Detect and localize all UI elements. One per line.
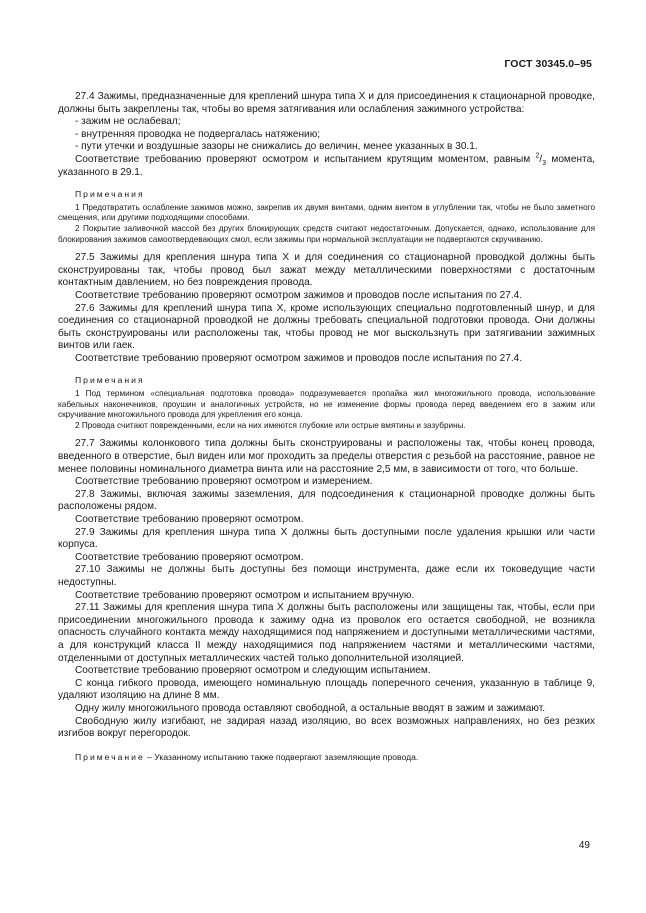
final-note	[58, 751, 595, 764]
clause-27-10-compliance: Соответствие требованию проверяют осмотром и испытанием вручную.	[75, 589, 415, 601]
clause-27-11-test-step: Свободную жилу изгибают, не задирая назад изоляцию, во всех возможных направлениях, но без резких изгибов вокруг перегородок.	[58, 715, 595, 740]
compliance-text: Соответствие требованию проверяют осмотром и испытанием крутящим моментом, равным	[75, 153, 536, 165]
clause-27-11-test-step: Одну жилу многожильного провода оставляют свободной, а остальные вводят в зажим и зажимают.	[75, 702, 546, 714]
clause-27-5-compliance: Соответствие требованию проверяют осмотром зажимов и проводов после испытания по 27.4.	[75, 289, 523, 301]
document-standard-header: ГОСТ 30345.0–95	[504, 58, 592, 70]
list-item: - пути утечки и воздушные зазоры не снижались до величин, менее указанных в 30.1.	[75, 141, 478, 153]
notes-heading: Примечания	[75, 375, 145, 386]
fraction-denominator: 3	[542, 159, 547, 167]
page-number: 49	[578, 840, 590, 851]
list-item: - зажим не ослабевал;	[75, 116, 181, 128]
fraction-separator: /	[539, 153, 543, 165]
clause-27-5: 27.5 Зажимы для крепления шнура типа Х и для соединения со стационарной проводкой должны быть сконструированы так, чтобы провод был зажат между металлическими поверхностями с достаточным контактным давлением, но без повреждения провода.	[58, 252, 595, 289]
clause-27-7-compliance: Соответствие требованию проверяют осмотром и измерением.	[75, 476, 373, 488]
clause-27-10: 27.10 Зажимы не должны быть доступны без помощи инструмента, даже если их токоведущие части недоступны.	[58, 564, 595, 588]
clause-27-11-test-step: С конца гибкого провода, имеющего номинальную площадь поперечного сечения, указанную в таблице 9, удаляют изоляцию на длине 8 мм.	[58, 677, 595, 702]
clause-27-4-intro: 27.4 Зажимы, предназначенные для креплений шнура типа Х и для присоединения к стационарной проводке, должны быть закреплены так, чтобы во время затягивания или ослабления зажимного устройства:	[58, 91, 595, 115]
clause-27-9: 27.9 Зажимы для крепления шнура типа Х должны быть доступными после удаления крышки или части корпуса.	[58, 526, 595, 551]
clause-27-6-compliance: Соответствие требованию проверяют осмотром зажимов и проводов после испытания по 27.4.	[75, 352, 523, 364]
clause-27-4-compliance	[58, 154, 595, 179]
fraction-numerator: 2	[535, 152, 540, 160]
clause-27-8-compliance: Соответствие требованию проверяют осмотром.	[75, 514, 304, 525]
clause-27-7: 27.7 Зажимы колонкового типа должны быть сконструированы и расположены так, чтобы конец провода, введенного в отверстие, был виден или мог проходить за пределы отверстия с резьбой на расстояние, равное не менее половины номинального диаметра винта или на расстояние 2,5 мм, в зависимости от того, что больше.	[58, 438, 595, 475]
clause-27-8: 27.8 Зажимы, включая зажимы заземления, для подсоединения к стационарной проводке должны быть расположены рядом.	[58, 488, 595, 513]
list-item: - внутренняя проводка не подвергалась натяжению;	[75, 128, 321, 140]
final-note-label: Примечание	[75, 751, 145, 762]
note-item: 1 Под термином «специальная подготовка провода» подразумевается пропайка жил многожильного провода, использование кабельных наконечников, проушин и аналогичных устройств, но не изменение формы провода перед введением его в зажим или скручивание многожильного провода для укрепления его конца.	[58, 389, 595, 420]
clause-27-11: 27.11 Зажимы для крепления шнура типа Х должны быть расположены или защищены так, чтобы, если при присоединении многожильного провода к зажиму одна из проволок его остается свободной, не возникла опасность случайного контакта между находящимися под напряжением и доступными металлическими частями, а для конструкций класса II между находящимися под напряжением частями и металлическими частями, отделенными от доступных металлических частей только дополнительной изоляцией.	[58, 602, 595, 664]
page-body	[58, 91, 595, 763]
clause-27-9-compliance: Соответствие требованию проверяют осмотром.	[75, 551, 304, 563]
clause-27-6: 27.6 Зажимы для креплений шнура типа Х, кроме использующих специально подготовленный шнур, и для соединения со стационарной проводкой не должны требовать специальной подготовки провода. Они должны быть сконструированы или расположены так, чтобы провод не мог выскользнуть при затягивании зажимных винтов или гаек.	[58, 302, 595, 352]
note-item: 2 Покрытие заливочной массой без других блокирующих средств считают недостаточным. Допускается, однако, использование для блокирования зажимов самоотвердевающих смол, если зажимы при нормальной эксплуатации не подвергаются скручиванию.	[58, 223, 595, 244]
final-note-text: – Указанному испытанию также подвергают заземляющие провода.	[144, 751, 419, 762]
note-item: 2 Провода считают поврежденными, если на них имеются глубокие или острые вмятины и зазубрины.	[75, 420, 466, 430]
compliance-text-end: момента, указанного в 29.1.	[58, 153, 595, 178]
clause-27-11-compliance: Соответствие требованию проверяют осмотром и следующим испытанием.	[75, 665, 431, 677]
note-item: 1 Предотвратить ослабление зажимов можно, закрепив их двумя винтами, одним винтом в углублении так, чтобы не было заметного смещения, или другими подходящими способами.	[58, 202, 595, 223]
notes-heading: Примечания	[75, 189, 145, 200]
